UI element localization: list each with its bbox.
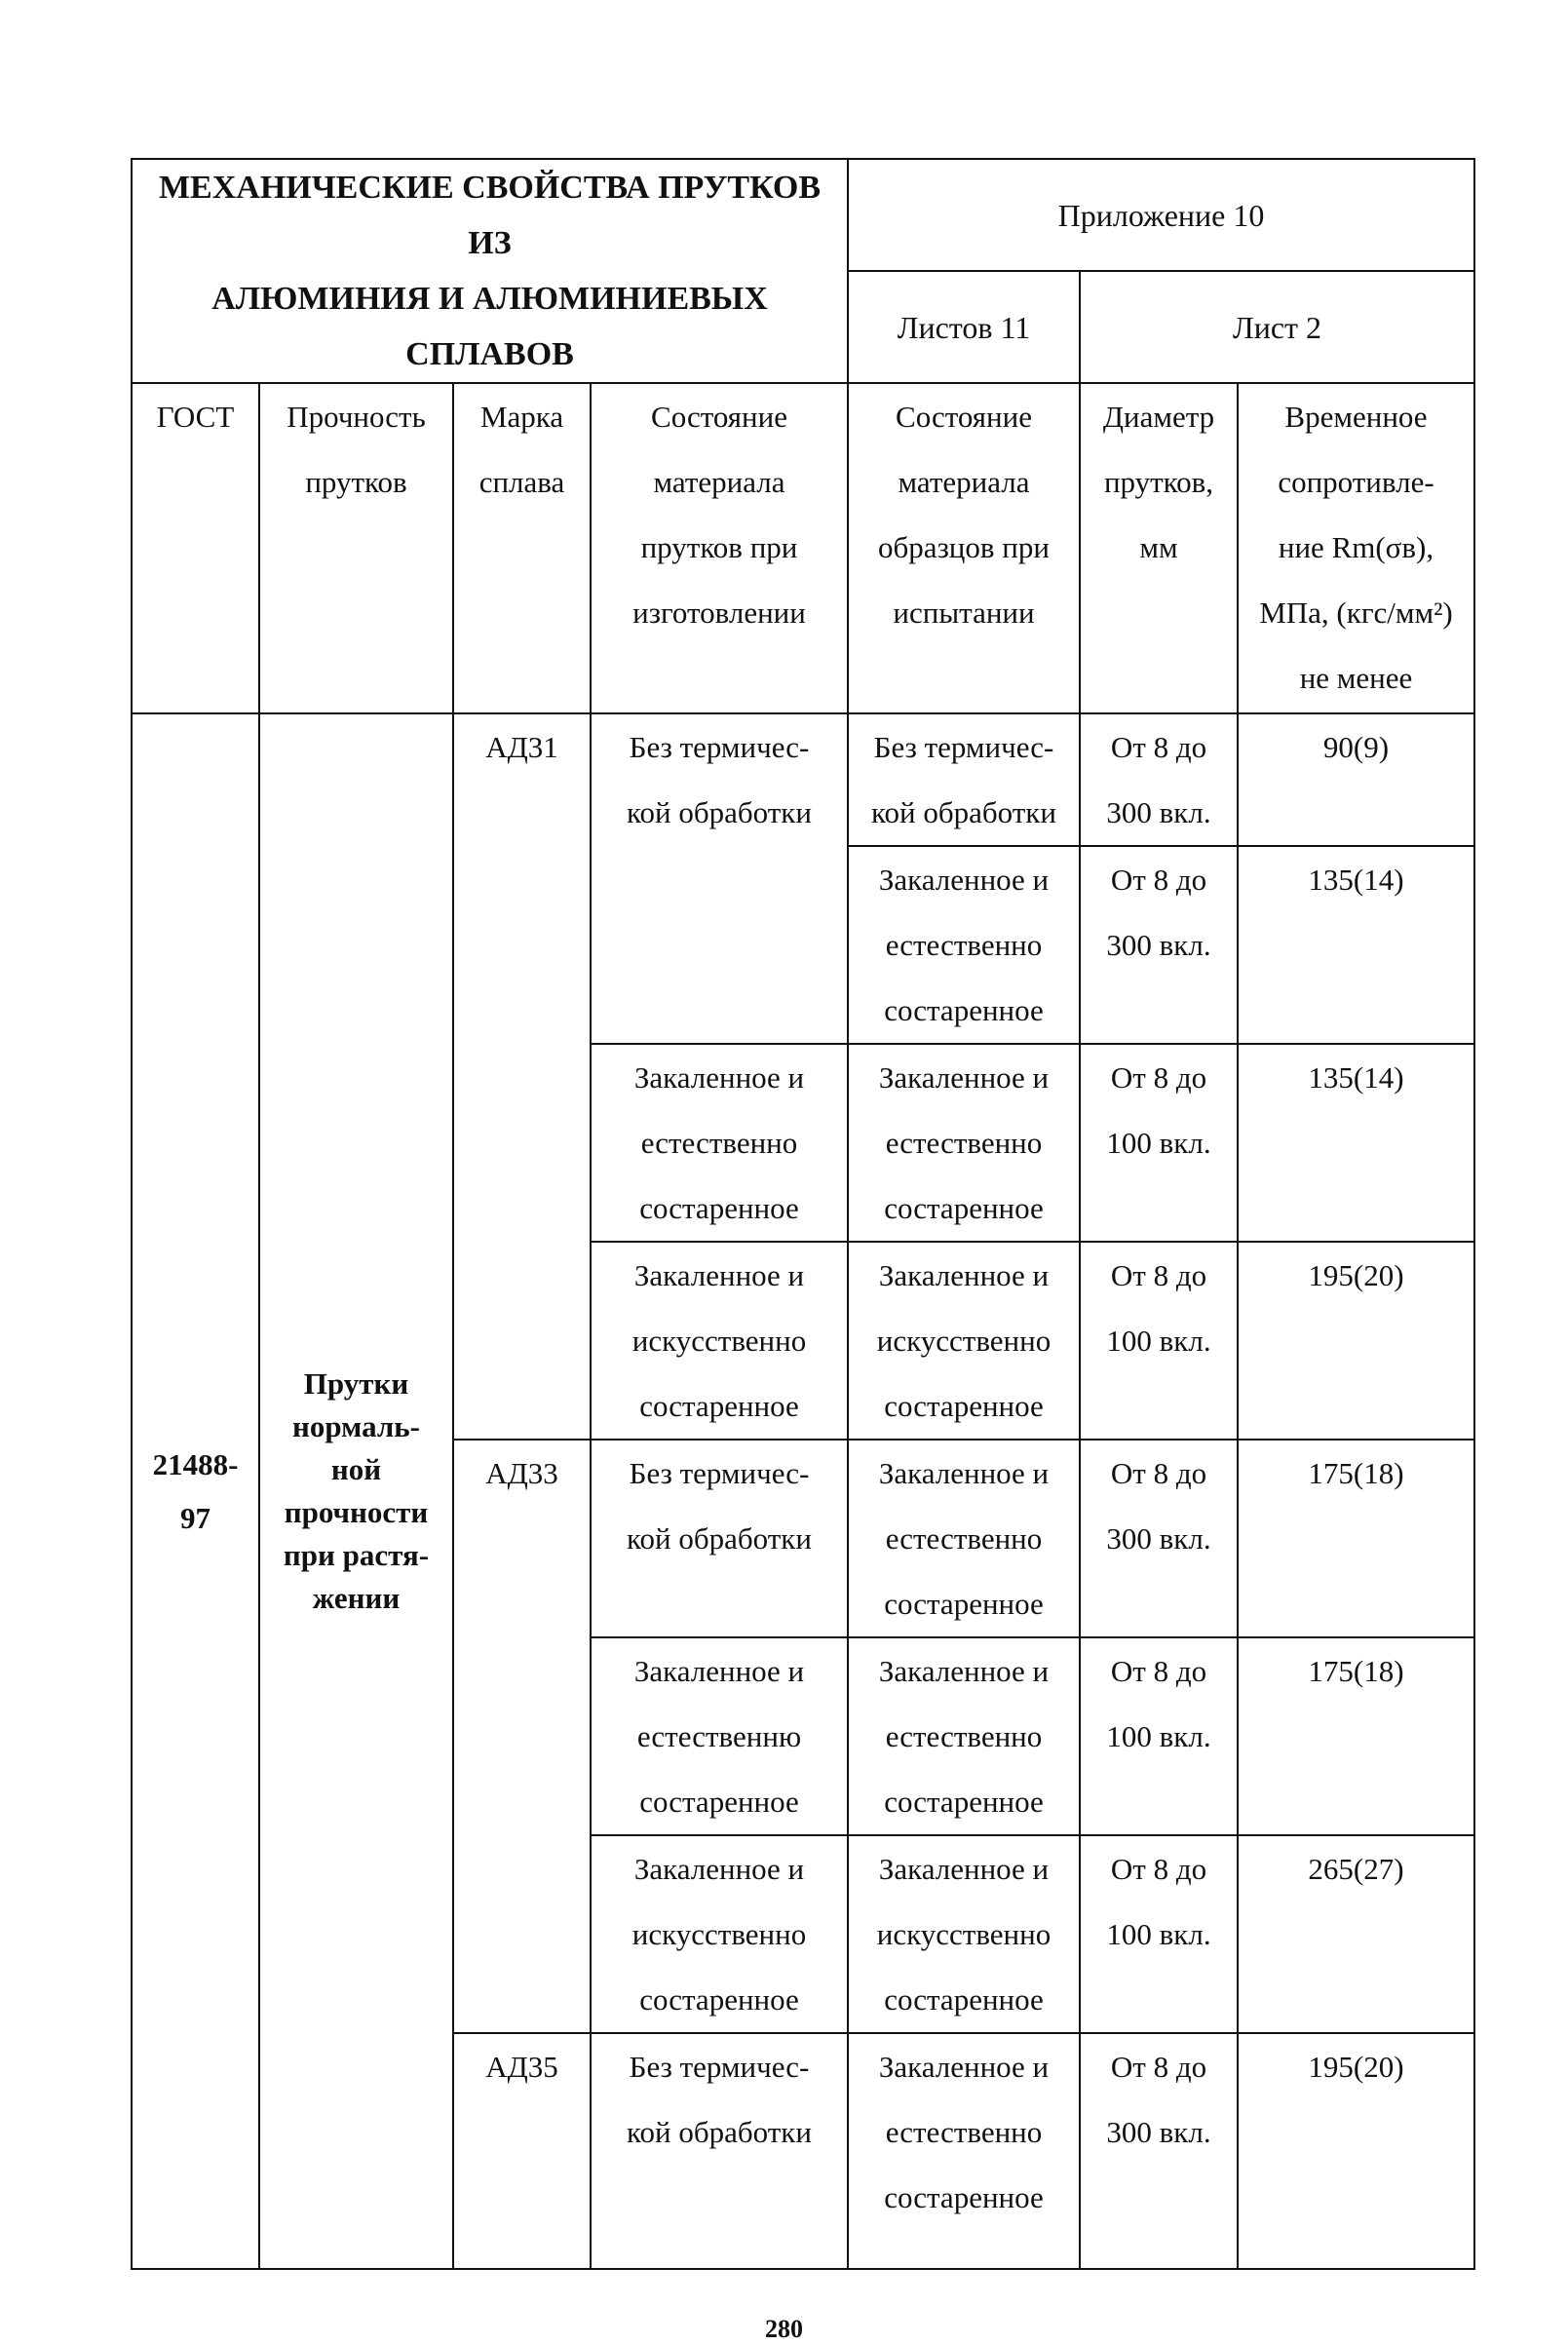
- col-header-alloy: Марка сплава: [453, 383, 591, 713]
- test-cell: Закаленное и естественно состаренное: [848, 2033, 1080, 2269]
- test-cell: Закаленное и естественно состаренное: [848, 1637, 1080, 1835]
- sheets-total: Листов 11: [848, 271, 1080, 383]
- manufacture-cell: Без термичес- кой обработки: [591, 2033, 848, 2269]
- tensile-cell: 195(20): [1238, 1242, 1474, 1440]
- col-header-tensile: Временное сопротивле- ние Rm(σв), МПа, (кгс/мм²) не менее: [1238, 383, 1474, 713]
- properties-table: [131, 158, 1475, 2270]
- manufacture-cell: Закаленное и искусственно состаренное: [591, 1242, 848, 1440]
- title-line-1: МЕХАНИЧЕСКИЕ СВОЙСТВА ПРУТКОВ ИЗ: [158, 170, 822, 261]
- alloy-name: АД33: [485, 1456, 558, 1490]
- document-title: [132, 159, 848, 383]
- diameter-cell: От 8 до 100 вкл.: [1080, 1044, 1238, 1242]
- alloy-name: АД35: [485, 2050, 558, 2084]
- alloy-cell-ad31: [453, 713, 591, 1440]
- tensile-cell: 175(18): [1238, 1440, 1474, 1637]
- manufacture-cell: Без термичес- кой обработки: [591, 1440, 848, 1637]
- sheet-current: Лист 2: [1080, 271, 1474, 383]
- strength-text: Прутки нормаль- ной прочности при растя- жении: [283, 1366, 430, 1615]
- manufacture-cell: Закаленное и естественно состаренное: [591, 1044, 848, 1242]
- alloy-cell-ad33: [453, 1440, 591, 2033]
- test-cell: Закаленное и естественно состаренное: [848, 846, 1080, 1044]
- diameter-cell: От 8 до 100 вкл.: [1080, 1637, 1238, 1835]
- tensile-cell: 195(20): [1238, 2033, 1474, 2269]
- test-cell: Закаленное и искусственно состаренное: [848, 1242, 1080, 1440]
- manufacture-cell: Закаленное и искусственно состаренное: [591, 1835, 848, 2033]
- title-line-2: АЛЮМИНИЯ И АЛЮМИНИЕВЫХ СПЛАВОВ: [211, 281, 768, 372]
- test-cell: Закаленное и искусственно состаренное: [848, 1835, 1080, 2033]
- col-header-diameter: Диаметр прутков, мм: [1080, 383, 1238, 713]
- strength-cell: [259, 713, 453, 2269]
- appendix-label: Приложение 10: [848, 159, 1474, 271]
- col-header-state-test: Состояние материала образцов при испытании: [848, 383, 1080, 713]
- diameter-cell: От 8 до 300 вкл.: [1080, 1440, 1238, 1637]
- diameter-cell: От 8 до 100 вкл.: [1080, 1242, 1238, 1440]
- tensile-cell: 135(14): [1238, 1044, 1474, 1242]
- test-cell: Без термичес- кой обработки: [848, 713, 1080, 846]
- diameter-cell: От 8 до 300 вкл.: [1080, 846, 1238, 1044]
- tensile-cell: 135(14): [1238, 846, 1474, 1044]
- test-cell: Закаленное и естественно состаренное: [848, 1044, 1080, 1242]
- gost-number: 21488- 97: [152, 1447, 239, 1535]
- alloy-cell-ad35: [453, 2033, 591, 2269]
- diameter-cell: От 8 до 300 вкл.: [1080, 713, 1238, 846]
- manufacture-cell: Закаленное и естественню состаренное: [591, 1637, 848, 1835]
- gost-cell: [132, 713, 259, 2269]
- col-header-gost: ГОСТ: [132, 383, 259, 713]
- col-header-strength: Прочность прутков: [259, 383, 453, 713]
- tensile-cell: 90(9): [1238, 713, 1474, 846]
- manufacture-cell: Без термичес- кой обработки: [591, 713, 848, 1044]
- alloy-name: АД31: [485, 730, 558, 764]
- test-cell: Закаленное и естественно состаренное: [848, 1440, 1080, 1637]
- diameter-cell: От 8 до 100 вкл.: [1080, 1835, 1238, 2033]
- diameter-cell: От 8 до 300 вкл.: [1080, 2033, 1238, 2269]
- tensile-cell: 265(27): [1238, 1835, 1474, 2033]
- col-header-state-manufacture: Состояние материала прутков при изготовлении: [591, 383, 848, 713]
- tensile-cell: 175(18): [1238, 1637, 1474, 1835]
- document-sheet: [131, 158, 1473, 2270]
- page-number: 280: [765, 2315, 803, 2343]
